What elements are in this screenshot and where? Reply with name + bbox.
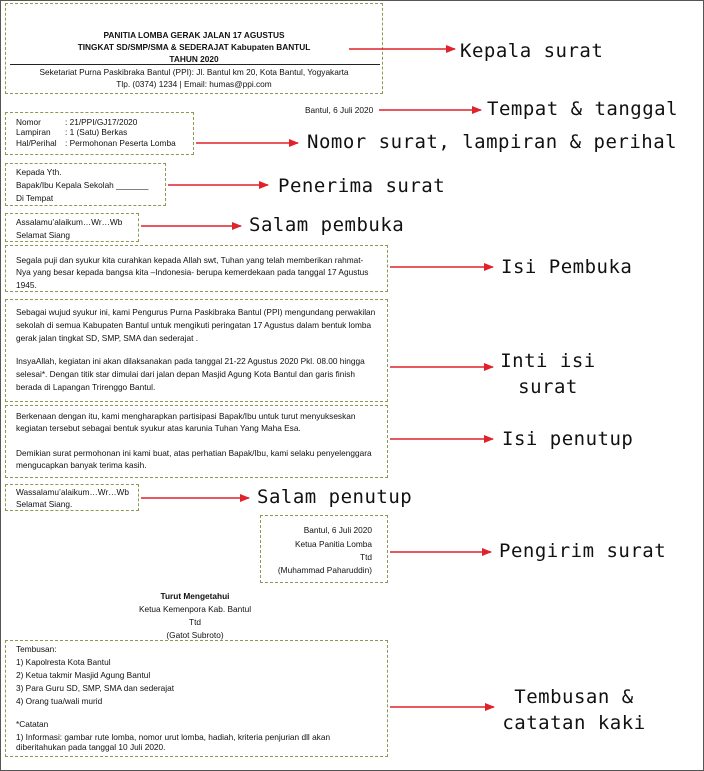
sender-name: (Muhammad Paharuddin) (277, 565, 372, 575)
recipient-line-3: Di Tempat (16, 193, 54, 203)
label-tempat-tanggal: Tempat & tanggal (487, 98, 679, 120)
recipient-line-1: Kepada Yth. (16, 167, 62, 177)
closing-greeting-line-2: Selamat Siang. (16, 499, 73, 509)
letterhead-line-2: TINGKAT SD/SMP/SMA & SEDERAJAT Kabupaten BANTUL (77, 42, 311, 52)
label-isi-pembuka: Isi Pembuka (501, 256, 633, 278)
label-tembusan-line-1: Tembusan & (514, 686, 634, 708)
acknowledge-role: Ketua Kemenpora Kab. Bantul (138, 604, 252, 614)
perihal-value: : Permohonan Peserta Lomba (65, 137, 176, 148)
sender-role: Ketua Panitia Lomba (294, 539, 372, 549)
perihal-label: Hal/Perihal (16, 137, 57, 148)
label-pengirim-surat: Pengirim surat (499, 540, 667, 562)
letterhead-line-1: PANITIA LOMBA GERAK JALAN 17 AGUSTUS (103, 30, 285, 40)
label-inti-isi-surat (496, 349, 600, 400)
closing-paragraph-2: Demikian surat permohonan ini kami buat, atas perhatian Bapak/Ibu, kami selaku penyelenggara mengucapkan banyak terima kasih. (16, 448, 372, 471)
lampiran-label: Lampiran (16, 127, 51, 138)
sender-signature: Ttd (360, 552, 372, 562)
core-paragraph-2: InsyaAllah, kegiatan ini akan dilaksanakan pada tanggal 21-22 Agustus 2020 Pkl. 08.00 hingga selesai*. Dengan titik star dimulai dari jalan depan Masjid Agung Kota Bantul dan garis finish berada di Lapangan Trirenggo Bantul. (16, 356, 365, 392)
label-tembusan-line-2: catatan kaki (502, 711, 646, 734)
label-penerima-surat: Penerima surat (278, 175, 446, 197)
label-tembusan-catatan (498, 685, 650, 736)
opening-greeting-line-2: Selamat Siang (16, 230, 70, 240)
cc-item: 4) Orang tua/wali murid (16, 696, 103, 706)
core-paragraph-1: Sebagai wujud syukur ini, kami Pengurus Purna Paskibraka Bantul (PPI) mengundang perwakilan sekolah di semua Kabupaten Bantul untuk mengikuti peringatan 17 Agustus dalam bentuk lomba gerak jalan tingkat SD, SMP, SMA dan sederajat . (16, 307, 376, 343)
acknowledge-name: (Gatot Subroto) (166, 630, 224, 640)
place-date: Bantul, 6 Juli 2020 (305, 105, 374, 115)
label-salam-penutup: Salam penutup (257, 486, 413, 508)
cc-title: Tembusan: (16, 644, 57, 654)
nomor-value: : 21/PPI/GJ17/2020 (65, 117, 138, 127)
letterhead-address: Seketariat Purna Paskibraka Bantul (PPI): Jl. Bantul km 20, Kota Bantul, Yogyakarta (39, 67, 349, 77)
note-title: *Catatan (16, 719, 49, 729)
letterhead-contact: Tlp. (0374) 1234 | Email: humas@ppi.com (116, 79, 272, 89)
acknowledge-signature: Ttd (189, 617, 201, 627)
acknowledge-title: Turut Mengetahui (160, 591, 230, 601)
recipient-line-2: Bapak/Ibu Kepala Sekolah _______ (16, 180, 149, 190)
sender-date: Bantul, 6 Juli 2020 (303, 525, 372, 535)
cc-item: 2) Ketua takmir Masjid Agung Bantul (16, 670, 151, 680)
label-isi-penutup: Isi penutup (502, 428, 634, 450)
note-text: 1) Informasi: gambar rute lomba, nomor urut lomba, hadiah, kriteria penjurian dll akan diberitahukan pada tanggal 10 Juli 2020. (16, 732, 331, 753)
opening-paragraph: Segala puji dan syukur kita curahkan kepada Allah swt, Tuhan yang telah memberikan rahmat-Nya yang besar kepada bangsa kita –Indonesia- berupa kemerdekaan pada tanggal 17 Agustus 1945. (16, 255, 369, 290)
label-nomor-surat: Nomor surat, lampiran & perihal (307, 131, 678, 153)
label-inti-line-2: surat (518, 375, 578, 398)
lampiran-value: : 1 (Satu) Berkas (65, 127, 128, 138)
label-inti-line-1: Inti isi (500, 350, 596, 372)
label-salam-pembuka: Salam pembuka (249, 214, 405, 236)
cc-item: 3) Para Guru SD, SMP, SMA dan sederajat (16, 683, 175, 693)
opening-greeting-line-1: Assalamu’alaikum…Wr…Wb (16, 217, 123, 227)
closing-greeting-line-1: Wassalamu’alaikum…Wr…Wb (16, 487, 129, 497)
nomor-label: Nomor (16, 117, 41, 127)
label-kepala-surat: Kepala surat (460, 40, 604, 62)
cc-item: 1) Kapolresta Kota Bantul (16, 657, 111, 667)
letterhead-line-3: TAHUN 2020 (169, 54, 219, 64)
closing-paragraph-1: Berkenaan dengan itu, kami mengharapkan partisipasi Bapak/Ibu untuk turut menyukseskan kegiatan tersebut sebagai bentuk syukur atas karunia Tuhan Yang Maha Esa. (16, 411, 356, 434)
